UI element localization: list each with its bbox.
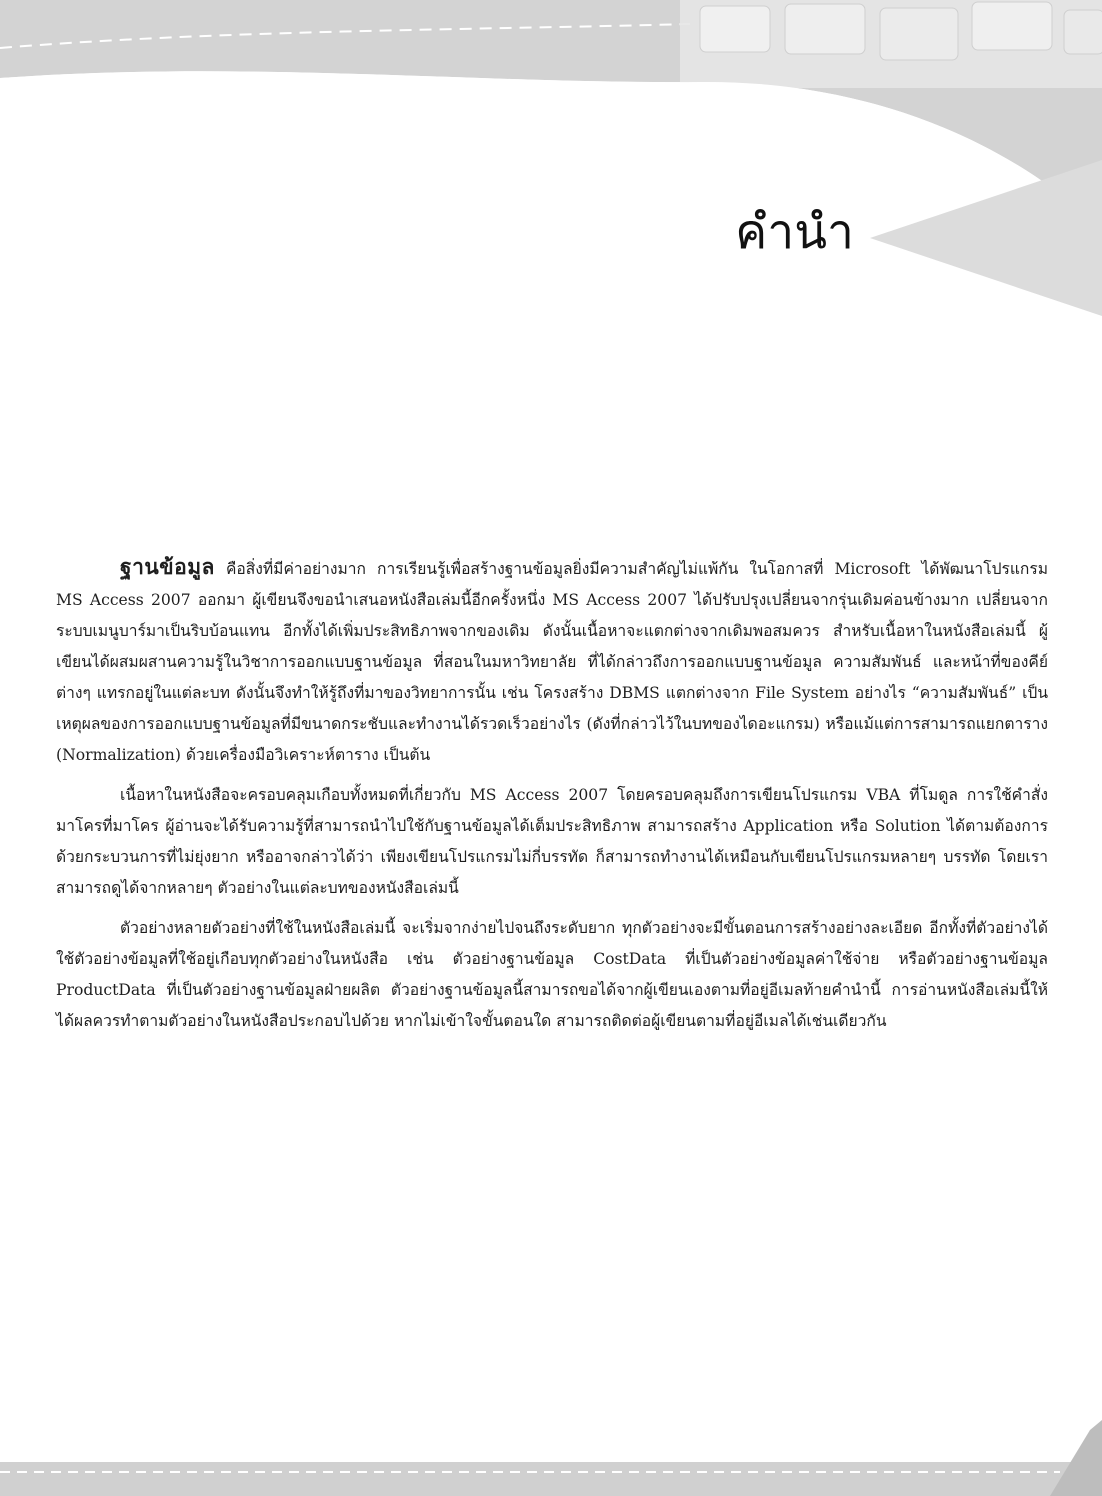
footer-corner	[1050, 1420, 1102, 1496]
page-title: คำนำ	[735, 204, 854, 260]
paragraph-3: ตัวอย่างหลายตัวอย่างที่ใช้ในหนังสือเล่มนี้ จะเริ่มจากง่ายไปจนถึงระดับยาก ทุกตัวอย่างจะมีขั้นตอนการสร้างอย่างละเอียด อีกทั้งที่ตัวอย่างได้ใช้ตัวอย่างข้อมูลที่ใช้อยู่เกือบทุกตัวอย่างในหนังสือ เช่น ตัวอย่างฐานข้อมูล CostData ที่เป็นตัวอย่างข้อมูลค่าใช้จ่าย หรือตัวอย่างฐานข้อมูล ProductData ที่เป็นตัวอย่างฐานข้อมูลฝ่ายผลิต ตัวอย่างฐานข้อมูลนี้สามารถขอได้จากผู้เขียนเองตามที่อยู่อีเมลท้ายคำนำนี้ การอ่านหนังสือเล่มนี้ให้ได้ผลควรทำตามตัวอย่างในหนังสือประกอบไปด้วย หากไม่เข้าใจขั้นตอนใด สามารถติดต่อผู้เขียนตามที่อยู่อีเมลได้เช่นเดียวกัน	[56, 919, 1048, 1030]
paragraph-1	[56, 552, 1048, 771]
header-photo	[680, 0, 1102, 88]
footer-band	[0, 1462, 1102, 1496]
paragraph-1-text: คือสิ่งที่มีค่าอย่างมาก การเรียนรู้เพื่อสร้างฐานข้อมูลยิ่งมีความสำคัญไม่แพ้กัน ในโอกาสที่ Microsoft ได้พัฒนาโปรแกรม MS Access 2007 ออกมา ผู้เขียนจึงขอนำเสนอหนังสือเล่มนี้อีกครั้งหนึ่ง MS Access 2007 ได้ปรับปรุงเปลี่ยนจากรุ่นเดิมค่อนข้างมาก เปลี่ยนจากระบบเมนูบาร์มาเป็นริบบ้อนแทน อีกทั้งได้เพิ่มประสิทธิภาพจากของเดิม ดังนั้นเนื้อหาจะแตกต่างจากเดิมพอสมควร สำหรับเนื้อหาในหนังสือเล่มนี้ ผู้เขียนได้ผสมผสานความรู้ในวิชาการออกแบบฐานข้อมูล ที่สอนในมหาวิทยาลัย ที่ได้กล่าวถึงการออกแบบฐานข้อมูล ความสัมพันธ์ และหน้าที่ของคีย์ต่างๆ แทรกอยู่ในแต่ละบท ดังนั้นจึงทำให้รู้ถึงที่มาของวิทยาการนั้น เช่น โครงสร้าง DBMS แตกต่างจาก File System อย่างไร “ความสัมพันธ์” เป็นเหตุผลของการออกแบบฐานข้อมูลที่มีขนาดกระชับและทำงานได้รวดเร็วอย่างไร (ดังที่กล่าวไว้ในบทของไดอะแกรม) หรือแม้แต่การสามารถแยกตาราง (Normalization) ด้วยเครื่องมือวิเคราะห์ตาราง เป็นต้น	[56, 560, 1048, 764]
paragraph-2: เนื้อหาในหนังสือจะครอบคลุมเกือบทั้งหมดที่เกี่ยวกับ MS Access 2007 โดยครอบคลุมถึงการเขียนโปรแกรม VBA ที่โมดูล การใช้คำสั่งมาโครที่มาโคร ผู้อ่านจะได้รับความรู้ที่สามารถนำไปใช้กับฐานข้อมูลได้เต็มประสิทธิภาพ สามารถสร้าง Application หรือ Solution ได้ตามต้องการ ด้วยกระบวนการที่ไม่ยุ่งยาก หรืออาจกล่าวได้ว่า เพียงเขียนโปรแกรมไม่กี่บรรทัด ก็สามารถทำงานได้เหมือนกับเขียนโปรแกรมหลายๆ บรรทัด โดยเราสามารถดูได้จากหลายๆ ตัวอย่างในแต่ละบทของหนังสือเล่มนี้	[56, 786, 1048, 897]
lead-word: ฐานข้อมูล	[120, 555, 215, 579]
preface-body	[56, 552, 1048, 1046]
